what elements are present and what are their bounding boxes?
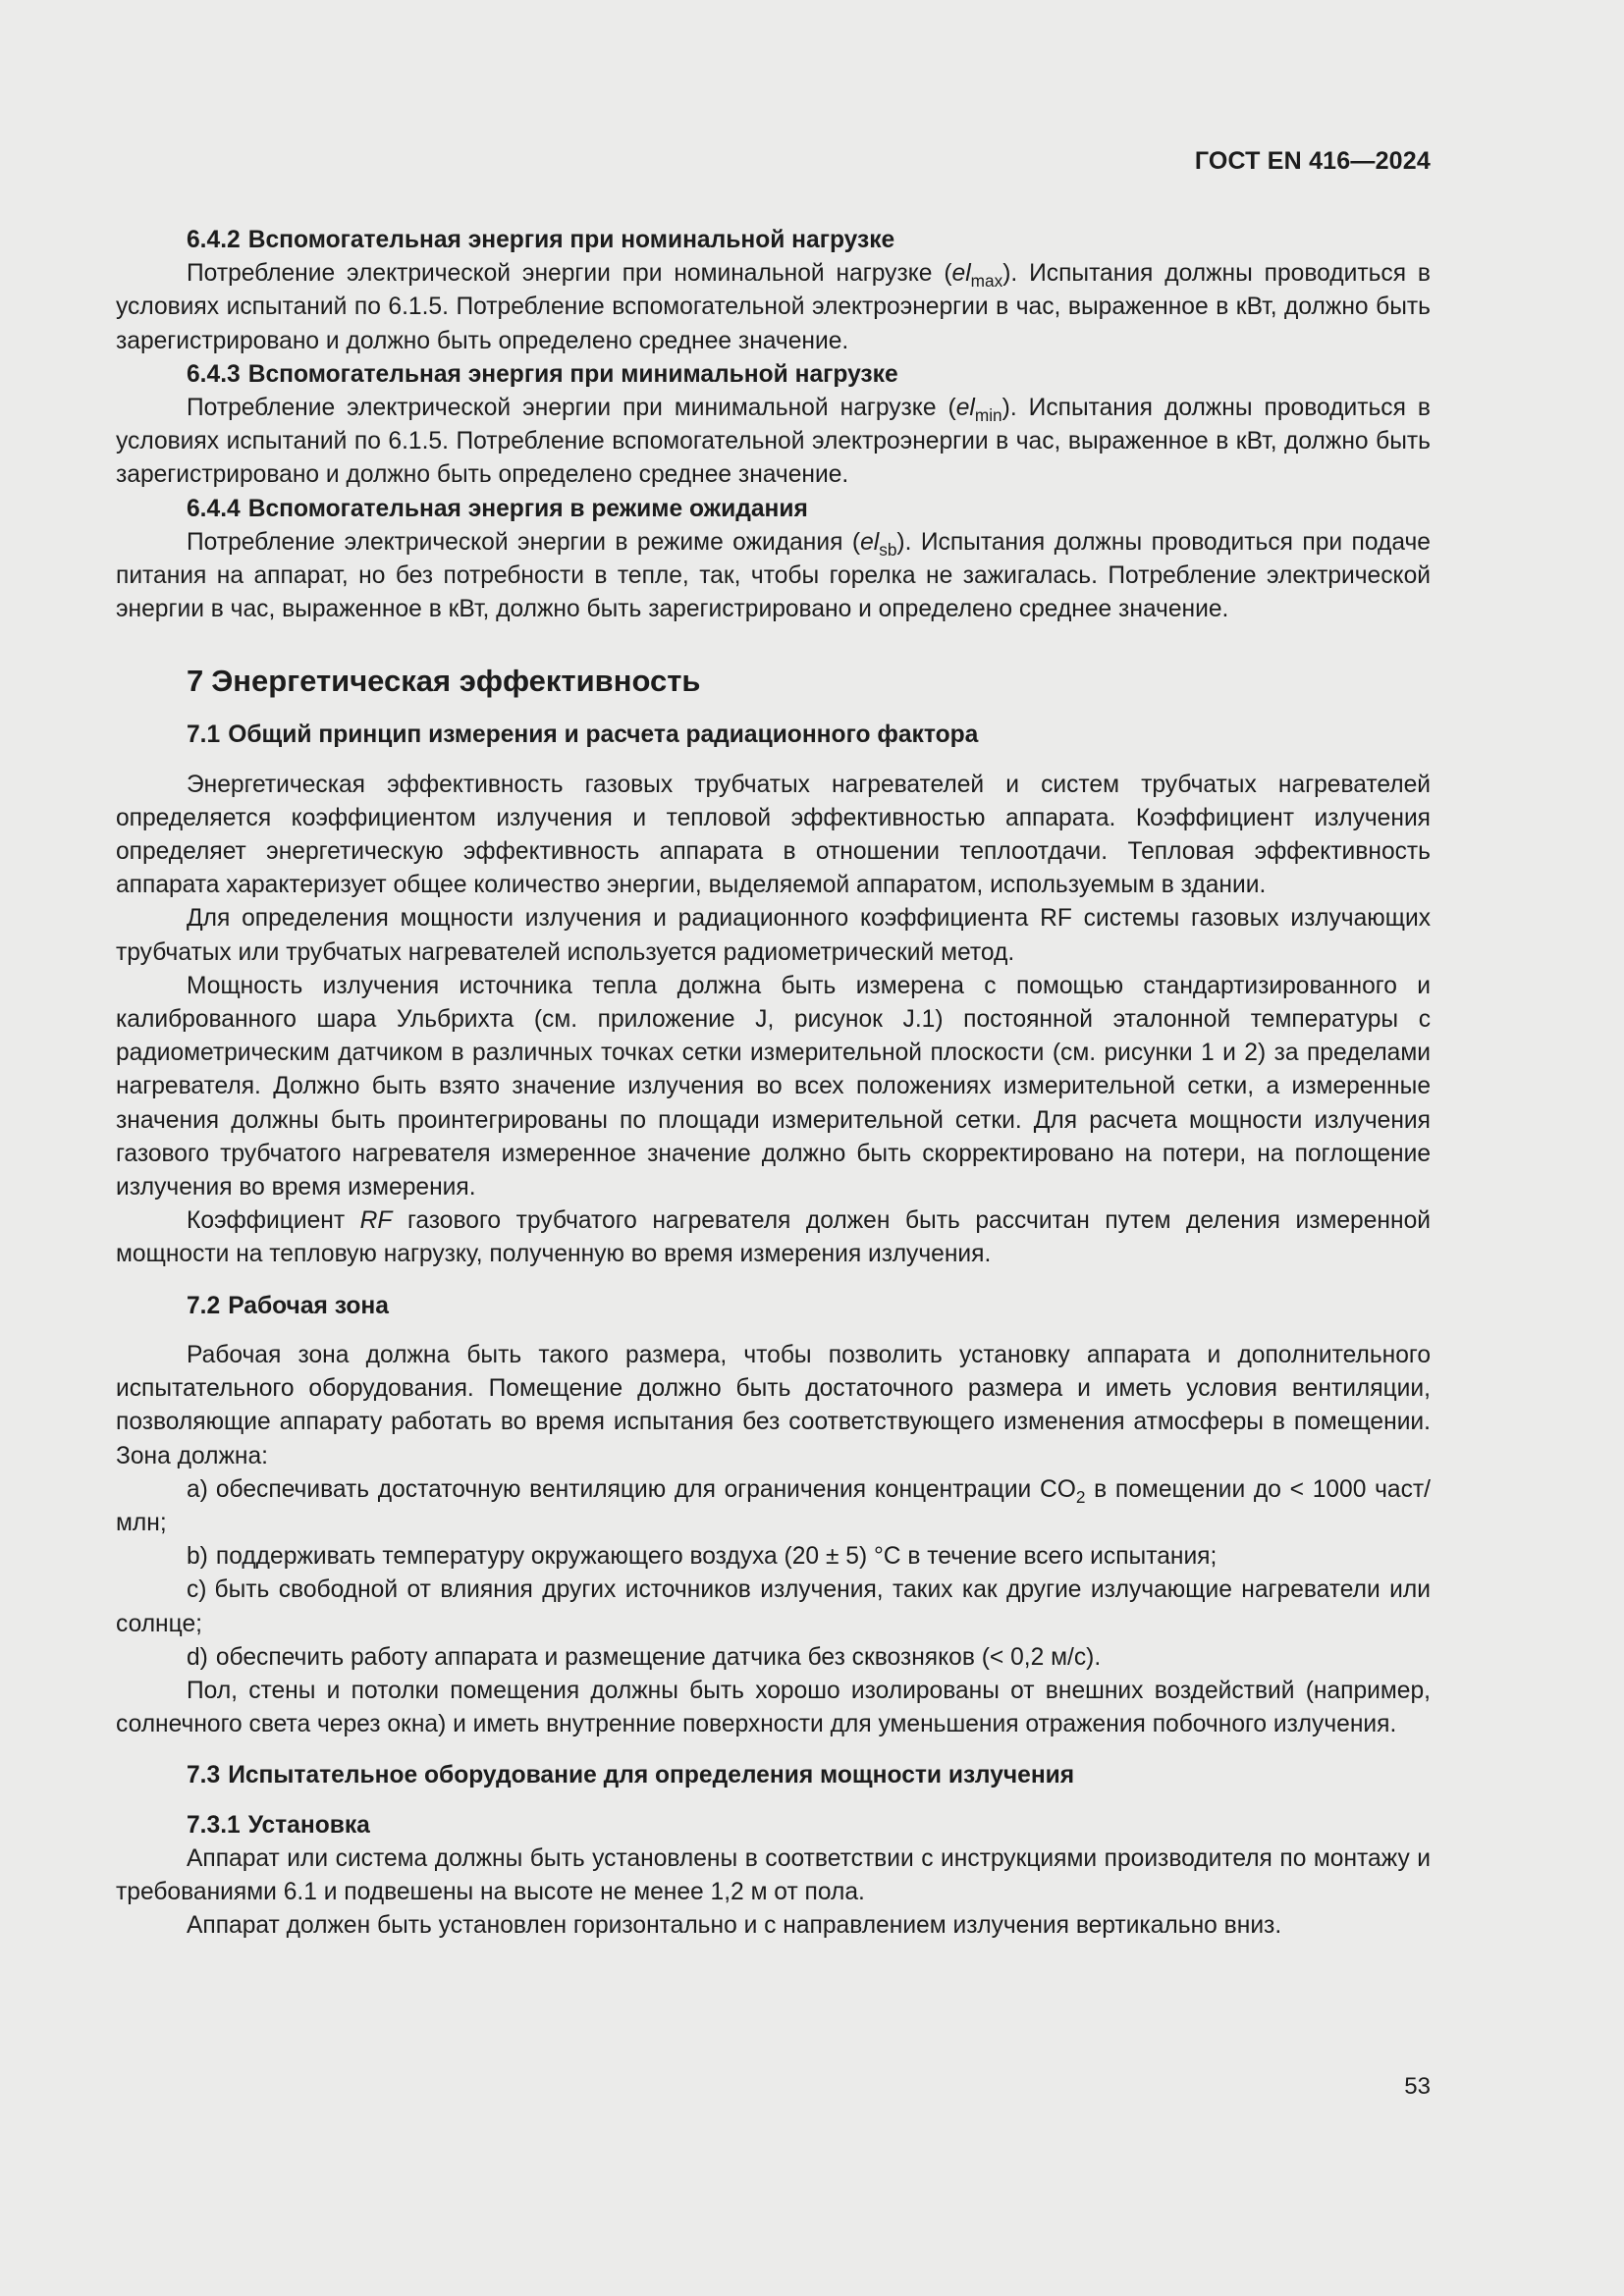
text: Потребление электрической энергии в режиме ожидания ( — [187, 528, 861, 556]
paragraph — [116, 526, 1431, 627]
text: ). Испытания должны проводиться в условиях испытаний по 6.1.5. Потребление вспомогательной электроэнергии в час, выраженное в кВт, должно быть зарегистрировано и должно быть определено среднее значение. — [116, 260, 1431, 354]
text: Потребление электрической энергии при номинальной нагрузке ( — [187, 260, 952, 288]
section-number: 7.3.1 — [187, 1811, 241, 1839]
section-number: 7.2 — [187, 1292, 221, 1319]
section-title: Вспомогательная энергия при номинальной нагрузке — [247, 227, 895, 253]
list-item — [116, 1473, 1431, 1540]
text: ). Испытания должны проводиться в условиях испытаний по 6.1.5. Потребление вспомогательной электроэнергии в час, выраженное в кВт, должно быть зарегистрировано и должно быть определено среднее значение. — [116, 395, 1431, 489]
heading-7 — [116, 662, 1431, 701]
list-item — [116, 1641, 1431, 1675]
paragraph: Для определения мощности излучения и радиационного коэффициента RF системы газовых излучающих трубчатых или трубчатых нагревателей используется радиометрический метод. — [116, 905, 1431, 966]
section-title: Рабочая зона — [228, 1292, 389, 1319]
section-title: Установка — [247, 1811, 370, 1839]
heading-7-3-1 — [116, 1809, 1431, 1842]
text: поддерживать температуру окружающего воздуха (20 ± 5) °С в течение всего испытания; — [215, 1543, 1218, 1571]
paragraph: Энергетическая эффективность газовых трубчатых нагревателей и систем трубчатых нагревателей определяется коэффициентом излучения и тепловой эффективностью аппарата. Коэффициент излучения определяет энергетическую эффективность аппарата в отношении теплоотдачи. Тепловая эффективность аппарата характеризует общее количество энергии, выделяемой аппаратом, используемым в здании. — [116, 771, 1431, 899]
heading-7-3 — [116, 1759, 1431, 1792]
text: обеспечить работу аппарата и размещение датчика без сквозняков (< 0,2 м/с). — [215, 1643, 1102, 1671]
variable: RF — [359, 1207, 393, 1235]
section-title: Вспомогательная энергия при минимальной нагрузке — [247, 360, 898, 388]
document-body — [116, 224, 1431, 1943]
paragraph: Аппарат или система должны быть установлены в соответствии с инструкциями производителя по монтажу и требованиями 6.1 и подвешены на высоте не менее 1,2 м от пола. — [116, 1844, 1431, 1905]
text: Потребление электрической энергии при минимальной нагрузке ( — [187, 395, 956, 422]
subscript: min — [974, 405, 1002, 426]
variable: el — [955, 395, 975, 422]
section-title: Испытательное оборудование для определения мощности излучения — [228, 1762, 1075, 1789]
paragraph — [116, 1204, 1431, 1271]
list-label: a) — [187, 1475, 208, 1503]
heading-7-1 — [116, 719, 1431, 752]
variable: el — [860, 528, 880, 556]
heading-6-4-2 — [116, 224, 1431, 257]
paragraph — [116, 257, 1431, 358]
paragraph: Аппарат должен быть установлен горизонтально и с направлением излучения вертикально вниз. — [187, 1912, 1282, 1940]
heading-7-2 — [116, 1290, 1431, 1323]
list-item — [116, 1540, 1431, 1574]
paragraph: Пол, стены и потолки помещения должны быть хорошо изолированы от внешних воздействий (например, солнечного света через окна) и иметь внутренние поверхности для уменьшения отражения побочного излучения. — [116, 1677, 1431, 1738]
variable: el — [951, 260, 971, 288]
list-label: d) — [187, 1643, 208, 1671]
list-item — [116, 1574, 1431, 1640]
subscript: sb — [879, 539, 897, 560]
text: в помещении до < 1000 част/млн; — [116, 1475, 1431, 1536]
section-number: 7 — [187, 664, 204, 699]
section-number: 6.4.4 — [187, 495, 241, 522]
paragraph — [116, 392, 1431, 493]
text: быть свободной от влияния других источников излучения, таких как другие излучающие нагреватели или солнце; — [116, 1576, 1431, 1637]
subscript: max — [970, 271, 1003, 292]
section-number: 7.1 — [187, 721, 221, 749]
list-label: c) — [187, 1576, 207, 1604]
section-title: Вспомогательная энергия в режиме ожидания — [247, 495, 808, 522]
document-header: ГОСТ EN 416—2024 — [1194, 147, 1431, 175]
section-number: 6.4.3 — [187, 360, 241, 388]
section-number: 7.3 — [187, 1762, 221, 1789]
text: Коэффициент — [187, 1207, 360, 1235]
text: газового трубчатого нагревателя должен быть рассчитан путем деления измеренной мощности на тепловую нагрузку, полученную во время измерения излучения. — [116, 1207, 1431, 1268]
heading-6-4-4 — [116, 493, 1431, 526]
paragraph: Мощность излучения источника тепла должна быть измерена с помощью стандартизированного и калиброванного шара Ульбрихта (см. приложение J, рисунок J.1) постоянной эталонной температуры с радиометрическим датчиком в различных точках сетки измерительной плоскости (см. рисунки 1 и 2) за пределами нагревателя. Должно быть взято значение излучения во всех положениях измерительной сетки, а измеренные значения должны быть проинтегрированы по площади измерительной сетки. Для расчета мощности излучения газового трубчатого нагревателя измеренное значение должно быть скорректировано на потери, на поглощение излучения во время измерения. — [116, 972, 1431, 1201]
text: обеспечивать достаточную вентиляцию для ограничения концентрации CO — [215, 1475, 1076, 1503]
paragraph: Рабочая зона должна быть такого размера, чтобы позволить установку аппарата и дополнительного испытательного оборудования. Помещение должно быть достаточного размера и иметь условия вентиляции, позволяющие аппарату работать во время испытания без соответствующего изменения атмосферы в помещении. Зона должна: — [116, 1341, 1431, 1469]
text: ). Испытания должны проводиться при подаче питания на аппарат, но без потребности в тепле, так, чтобы горелка не зажигалась. Потребление электрической энергии в час, выраженное в кВт, должно быть зарегистрировано и определено среднее значение. — [116, 528, 1431, 623]
subscript: 2 — [1075, 1486, 1086, 1507]
list-label: b) — [187, 1543, 208, 1571]
section-title: Энергетическая эффективность — [211, 664, 701, 699]
heading-6-4-3 — [116, 358, 1431, 392]
section-title: Общий принцип измерения и расчета радиационного фактора — [228, 721, 979, 749]
page-number: 53 — [1404, 2073, 1431, 2100]
section-number: 6.4.2 — [187, 227, 241, 253]
